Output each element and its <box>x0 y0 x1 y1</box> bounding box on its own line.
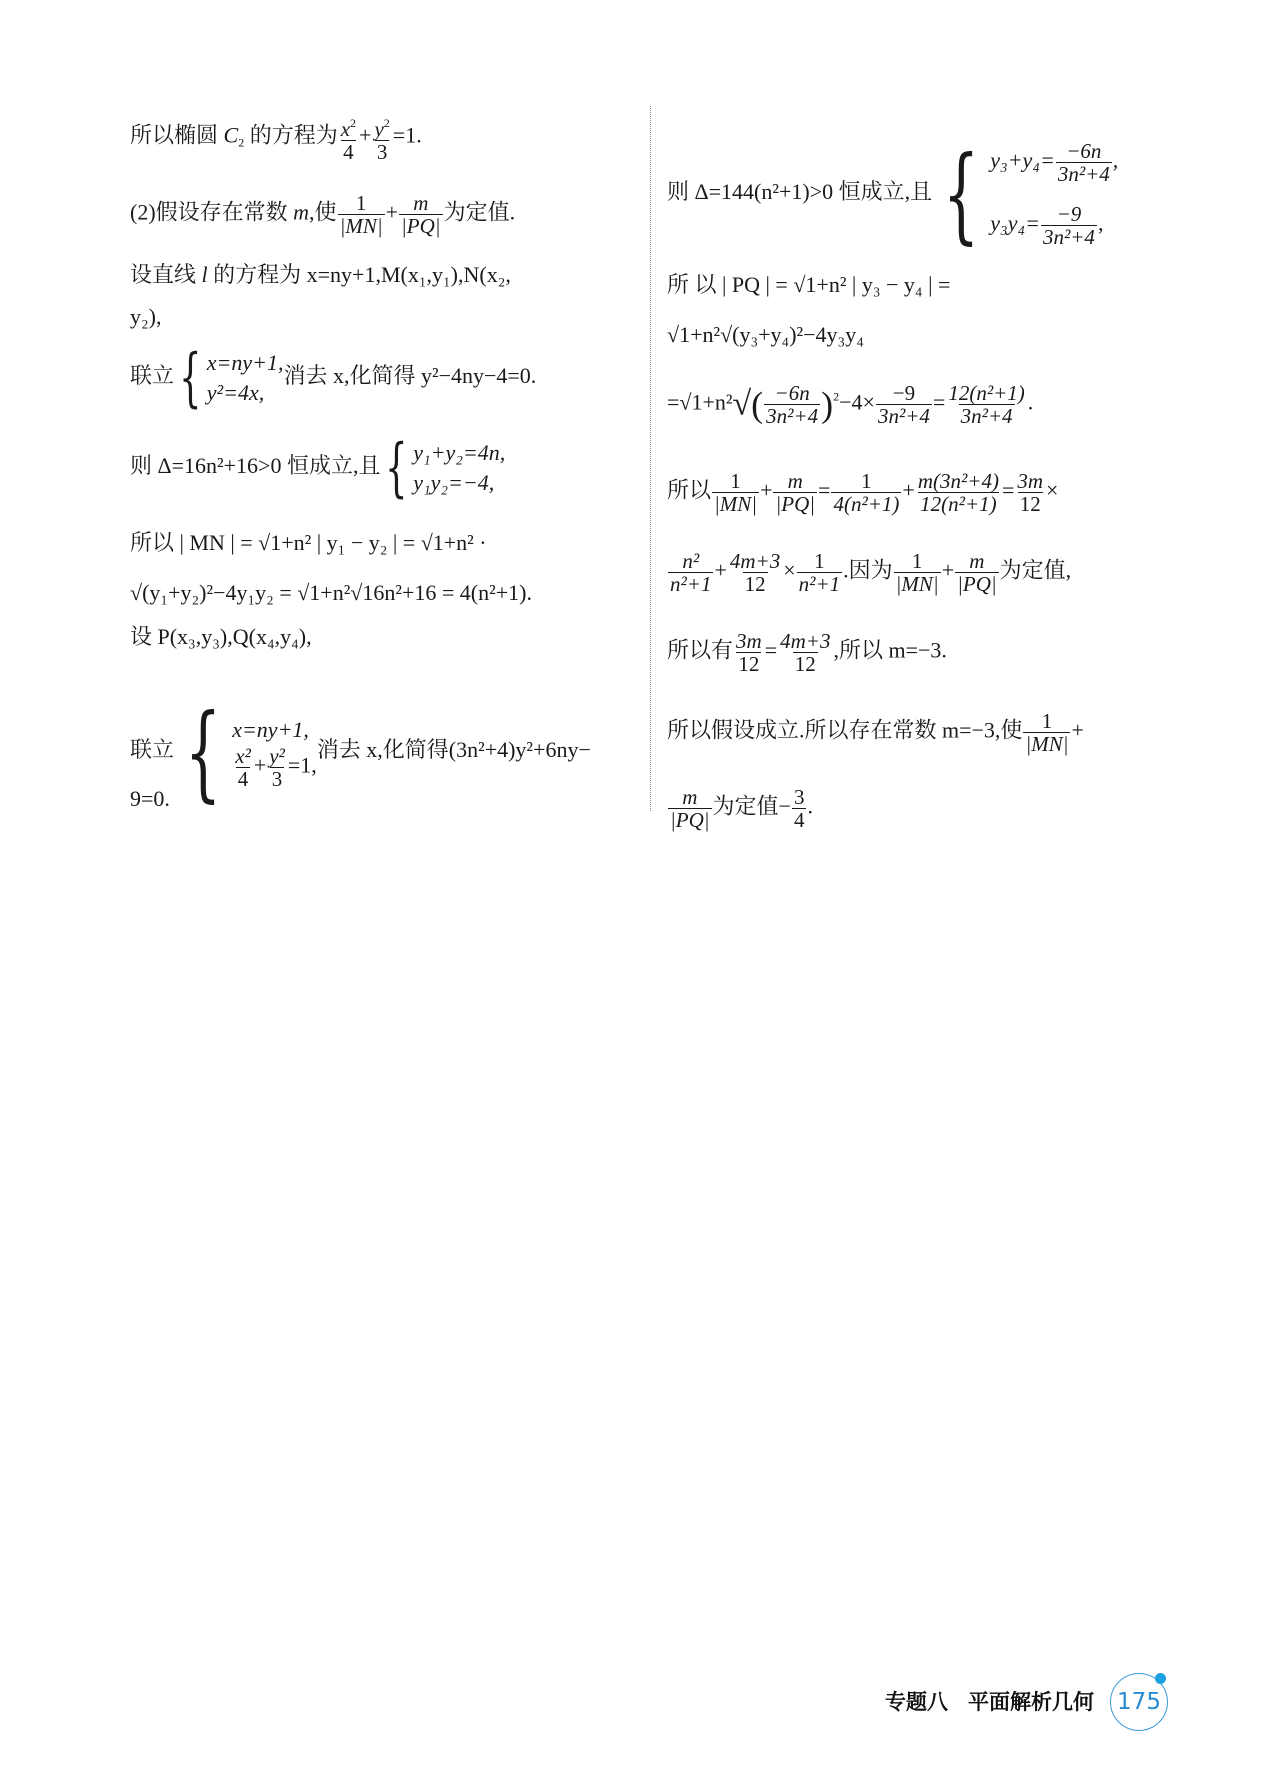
column-divider <box>650 106 651 811</box>
text: 设直线 <box>130 262 202 287</box>
solve-m-line: 所以有 $\frac{3m}{12}$ = $\frac{4m+3}{12}$ ,所以 m=−3. <box>667 629 947 676</box>
brace-icon: { <box>184 691 222 813</box>
den: |PQ| <box>775 492 816 516</box>
text: 9=0. <box>130 786 170 811</box>
text: 则 Δ=144(n²+1)>0 恒成立,且 <box>667 179 933 205</box>
text: −4× <box>839 389 875 415</box>
text: 所 以 | PQ | = √1+n² | y₃ − y₄ | = <box>667 272 951 297</box>
num: 4m+3 <box>780 629 831 653</box>
text: ,使 <box>309 199 337 225</box>
dot-icon <box>1155 1673 1166 1684</box>
text: 的方程为 <box>244 122 338 148</box>
ellipse-equation-line <box>130 112 422 163</box>
chapter-label: 专题八 <box>885 1690 948 1714</box>
text: 消去 x,化简得 y²−4ny−4=0. <box>283 363 537 389</box>
num: 1 <box>911 549 923 573</box>
brace-icon: { <box>385 431 409 505</box>
points-pq-line <box>130 624 312 650</box>
den: |MN| <box>1025 732 1069 756</box>
den: 3n²+4 <box>1057 162 1110 186</box>
num: m(3n²+4) <box>917 469 999 493</box>
den: 3n²+4 <box>877 404 930 428</box>
text: 联立 <box>130 737 175 763</box>
chapter-title: 平面解析几何 <box>968 1690 1094 1714</box>
system-1-line <box>130 341 537 415</box>
sum-expression-cont: $\frac{\text{n²}}{\text{n²+1}}$ + $\frac{4m+3}{12}$ × $\frac{1}{\text{n²+1}}$ .因为 $\frac{1}{|MN|}$ + $\frac{m}{|PQ|}$ 为定值, <box>670 549 1072 596</box>
num: 1 <box>730 469 741 493</box>
text: 为定值. <box>443 199 516 225</box>
text: √1+n²√(y₃+y₄)²−4y₃y₄ <box>667 322 864 347</box>
num: y <box>374 117 384 141</box>
num: x <box>340 117 351 141</box>
num: −9 <box>1056 202 1082 226</box>
assumption-line <box>130 192 515 237</box>
equation-system <box>380 431 506 505</box>
text: . <box>807 793 813 819</box>
mn-length-cont <box>130 580 532 606</box>
text: √(y₁+y₂)²−4y₁y₂ = √1+n²√16n²+16 = 4(n²+1). <box>130 580 532 605</box>
num: x² <box>235 743 251 768</box>
text: 消去 x,化简得(3n²+4)y²+6ny− <box>316 737 591 763</box>
text: 设 P(x₃,y₃),Q(x₄,y₄), <box>130 624 312 649</box>
equation-system <box>174 341 284 415</box>
den: |PQ| <box>401 214 441 238</box>
text: 则 Δ=16n²+16>0 恒成立,且 <box>130 453 381 479</box>
pq-length-cont <box>667 322 864 348</box>
text: 所以 <box>667 477 712 503</box>
lhs: y₃+y₄= <box>990 147 1055 173</box>
den: 12 <box>738 652 760 676</box>
den: 4 <box>237 766 249 791</box>
den: 4 <box>793 808 805 832</box>
discriminant-2-line <box>667 133 1119 255</box>
num: 1 <box>355 191 367 215</box>
fraction <box>338 192 385 237</box>
num: 4m+3 <box>729 549 781 573</box>
equation-system: { x=ny+1, $\frac{\text{x²}}{4}$ + $\frac{\text{y²}}{3}$ =1, <box>184 691 317 813</box>
sum-expression-line: 所以 $\frac{1}{|MN|}$ + $\frac{m}{|PQ|}$ = $\frac{1}{\text{4(n²+1)}}$ + $\frac{\text{m(3n²+4)}}{\text{12(n²+1)}}$ = $\frac{3m}{12}$ × <box>667 469 1059 516</box>
num: 1 <box>814 549 825 573</box>
page-number: 175 <box>1117 1689 1161 1715</box>
num: −6n <box>1066 139 1102 163</box>
num: 1 <box>861 469 872 493</box>
text: 所以假设成立.所以存在常数 m=−3,使 <box>667 717 1023 743</box>
den: n²+1 <box>798 572 841 596</box>
row: y²=4x, <box>206 380 265 405</box>
den: 12(n²+1) <box>920 492 997 516</box>
text: y₂), <box>130 304 162 329</box>
num: m <box>413 191 429 215</box>
den: 12 <box>794 652 816 676</box>
text: 为定值, <box>999 557 1072 583</box>
sup: 2 <box>350 116 357 130</box>
plus: + <box>385 199 399 225</box>
num: 12(n²+1) <box>948 381 1025 405</box>
num: 3m <box>736 629 762 653</box>
den: |PQ| <box>670 808 710 832</box>
text: =1, <box>287 752 317 778</box>
num: m <box>682 785 698 809</box>
brace-icon: { <box>179 341 202 415</box>
paren: ) <box>821 384 834 425</box>
row: x=ny+1, <box>206 350 284 375</box>
den: |MN| <box>895 572 939 596</box>
mn-length-line <box>130 530 487 556</box>
text: ,所以 m=−3. <box>833 637 947 663</box>
text: 所以椭圆 <box>130 122 224 148</box>
text: =√1+n² <box>667 389 733 415</box>
den: 4(n²+1) <box>833 492 900 516</box>
den: 3n²+4 <box>960 404 1013 428</box>
row: y₁y₂=−4, <box>413 470 495 495</box>
den: |MN| <box>714 492 758 516</box>
num: m <box>969 549 985 573</box>
pq-length-line <box>667 272 950 298</box>
subscript: 2 <box>238 135 245 150</box>
sup: 2 <box>383 116 390 130</box>
line-equation-cont <box>130 304 162 330</box>
brace-icon: { <box>943 133 980 255</box>
num: −6n <box>774 381 810 405</box>
text: =1. <box>392 122 422 148</box>
den: n²+1 <box>670 572 712 596</box>
row: y₁+y₂=4n, <box>413 440 506 465</box>
quadratic-end-line <box>130 786 170 812</box>
fraction <box>372 112 391 163</box>
fraction <box>399 192 443 237</box>
conclusion-line <box>667 710 1084 755</box>
text: . <box>1027 389 1034 415</box>
paren: ( <box>751 384 764 425</box>
den: 4 <box>343 140 354 164</box>
text: 的方程为 x=ny+1,M(x₁,y₁),N(x₂, <box>207 262 511 287</box>
den: 12 <box>1019 492 1041 516</box>
text: 为定值− <box>712 793 791 819</box>
text: = <box>932 389 946 415</box>
discriminant-1-line <box>130 431 506 505</box>
num: 1 <box>1041 709 1053 733</box>
line-equation-line <box>130 262 511 288</box>
num: y² <box>269 743 285 768</box>
num: 3 <box>793 785 805 809</box>
conclusion-cont <box>667 786 813 831</box>
num: −9 <box>892 381 916 405</box>
text: 所以有 <box>667 637 734 663</box>
den: |PQ| <box>957 572 997 596</box>
page-footer <box>885 1686 1094 1716</box>
var-l: l <box>201 262 208 287</box>
num: n² <box>682 549 700 573</box>
text: .因为 <box>843 557 893 583</box>
system-2-line <box>130 691 591 813</box>
den: 3 <box>271 766 283 791</box>
var-m: m <box>293 199 310 225</box>
row: x=ny+1, <box>232 716 309 742</box>
den: |MN| <box>339 214 383 238</box>
den: 3 <box>376 140 388 164</box>
text: × <box>1046 477 1059 503</box>
pq-length-result: =√1+n²√( $\frac{-6n}{\text{3n²+4}}$ )$^2$−4× $\frac{-9}{\text{3n²+4}}$ = $\frac{\text{12(n²+1)}}{\text{3n²+4}}$ . <box>667 381 1034 428</box>
equation-system: { y₃+y₄= $\frac{-6n}{\text{3n²+4}}$ , y₃y₄= $\frac{-9}{\text{3n²+4}}$ , <box>943 133 1119 255</box>
den: 12 <box>744 572 766 596</box>
text: 联立 <box>130 363 175 389</box>
fraction <box>339 112 358 163</box>
den: 3n²+4 <box>766 404 819 428</box>
sqrt-icon: √ <box>732 385 752 423</box>
text: 所以 | MN | = √1+n² | y₁ − y₂ | = √1+n² · <box>130 530 487 555</box>
lhs: y₃y₄= <box>990 210 1040 236</box>
num: m <box>787 469 803 493</box>
num: 3m <box>1017 469 1044 493</box>
text: (2)假设存在常数 <box>130 199 294 225</box>
den: 3n²+4 <box>1042 225 1095 249</box>
plus: + <box>359 122 372 148</box>
var-c: C <box>223 122 239 148</box>
text: + <box>1071 717 1084 743</box>
